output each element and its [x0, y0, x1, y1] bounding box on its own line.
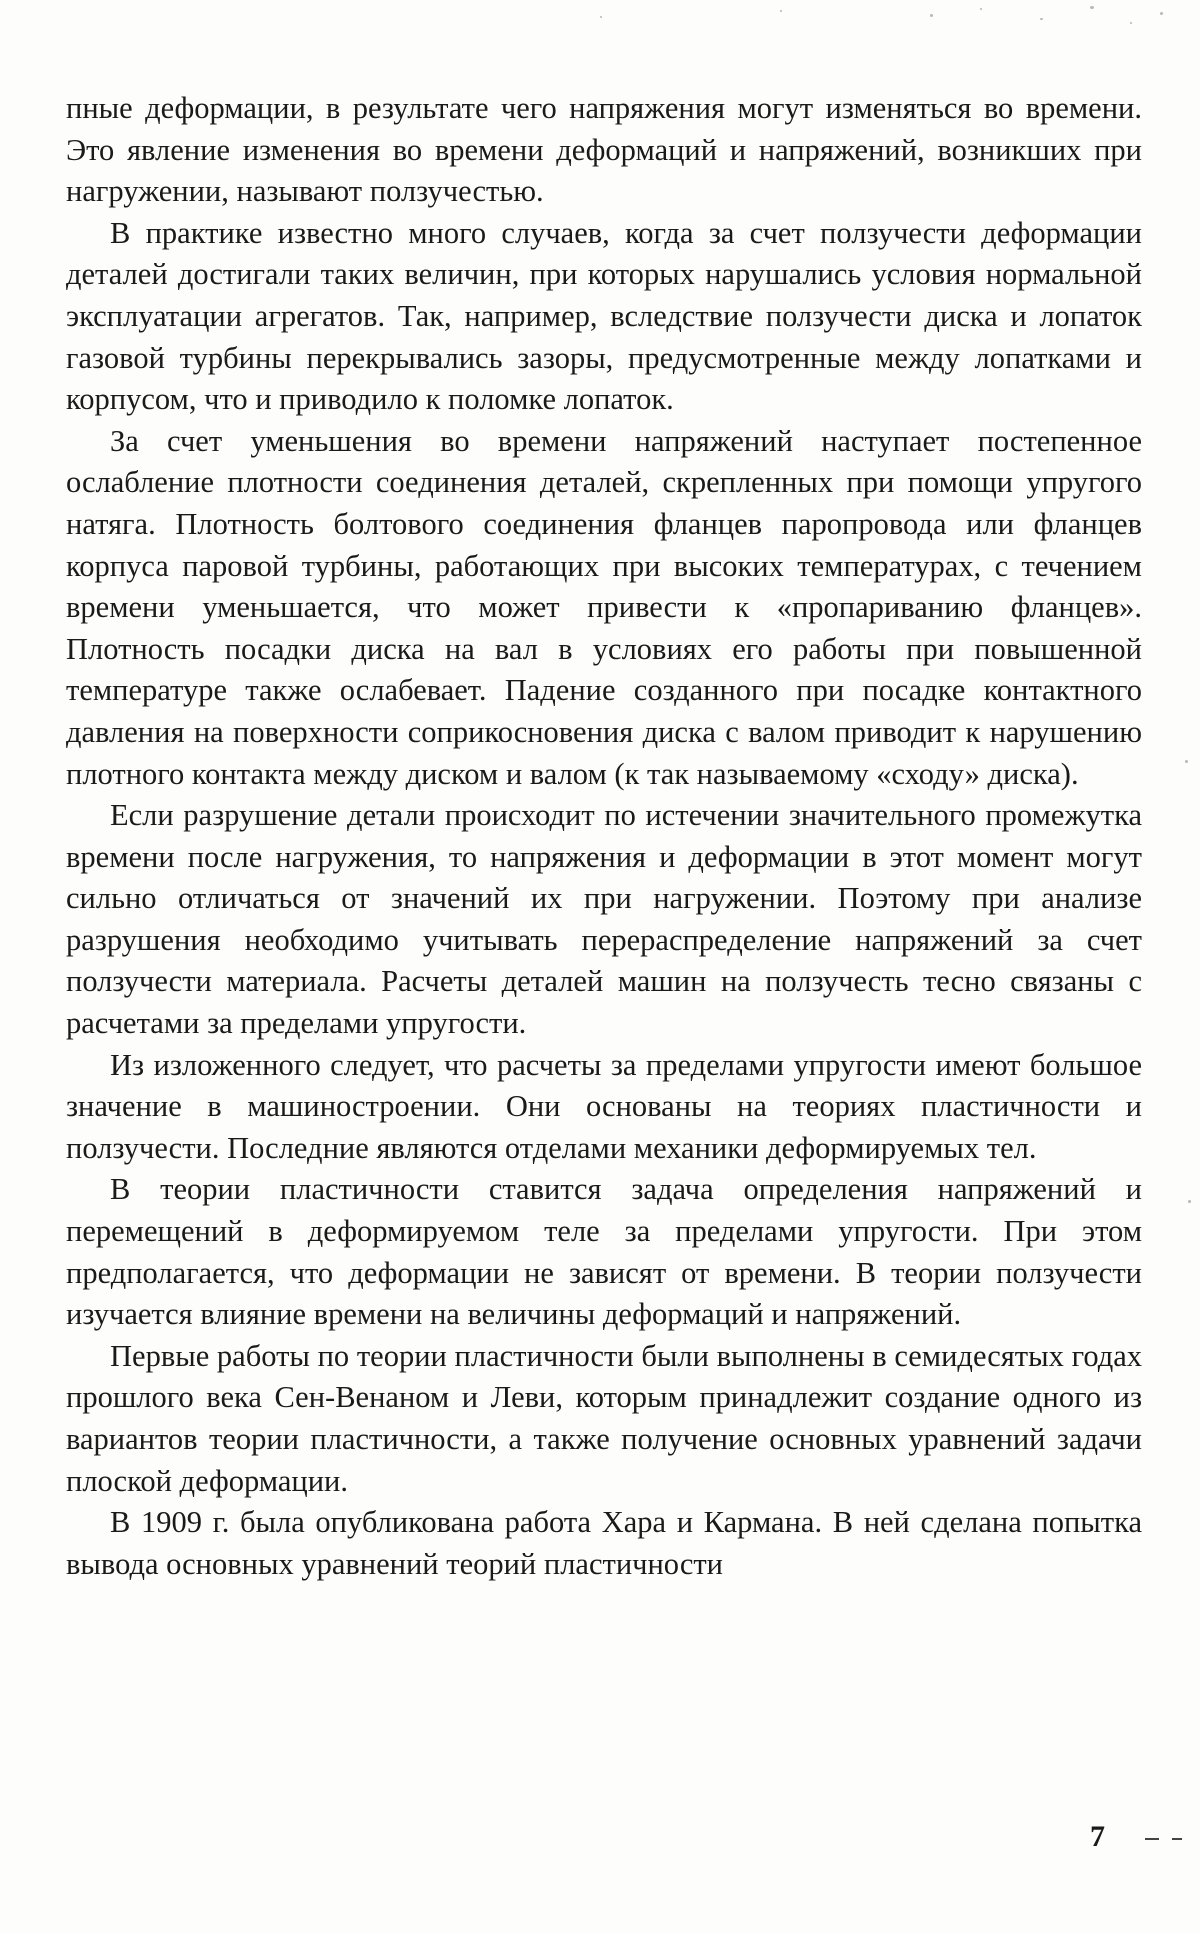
paragraph: пные деформации, в результате чего напряжения могут изменяться во времени. Это явление изменения во времени деформаций и напряжений, возникших при нагружении, называют ползучестью.: [66, 91, 1142, 209]
paragraph: За счет уменьшения во времени напряжений наступает постепенное ослабление плотности соединения деталей, скрепленных при помощи упругого натяга. Плотность болтового соединения фланцев паропровода или фланцев корпуса паровой турбины, работающих при высоких температурах, с течением времени уменьшается, что может привести к «пропариванию фланцев». Плотность посадки диска на вал в условиях его работы при повышенной температуре также ослабевает. Падение созданного при посадке контактного давления на поверхности соприкосновения диска с валом приводит к нарушению плотного контакта между диском и валом (к так называемому «сходу» диска).: [66, 423, 1142, 791]
scan-noise: [980, 8, 982, 10]
scan-noise: [1090, 6, 1094, 9]
scan-noise: [780, 10, 782, 12]
paragraph: В теории пластичности ставится задача определения напряжений и перемещений в деформируемом теле за пределами упругости. При этом предполагается, что деформации не зависят от времени. В теории ползучести изучается влияние времени на величины деформаций и напряжений.: [66, 1172, 1142, 1332]
page-number: 7: [1090, 1820, 1105, 1853]
scan-noise: [930, 14, 933, 17]
paragraph: Первые работы по теории пластичности были выполнены в семидесятых годах прошлого века Сен-Венаном и Леви, которым принадлежит создание одного из вариантов теории пластичности, а также получение основных уравнений задачи плоской деформации.: [66, 1338, 1142, 1498]
paragraph: В практике известно много случаев, когда за счет ползучести деформации деталей достигали таких величин, при которых нарушались условия нормальной эксплуатации агрегатов. Так, например, вследствие ползучести диска и лопаток газовой турбины перекрывались зазоры, предусмотренные между лопатками и корпусом, что и приводило к поломке лопаток.: [66, 215, 1142, 417]
paragraph: В 1909 г. была опубликована работа Хара и Кармана. В ней сделана попытка вывода основных уравнений теорий пластичности: [66, 1505, 1142, 1581]
scan-noise: [1185, 760, 1188, 763]
paragraph: Если разрушение детали происходит по истечении значительного промежутка времени после нагружения, то напряжения и деформации в этот момент могут сильно отличаться от значений их при нагружении. Поэтому при анализе разрушения необходимо учитывать перераспределение напряжений за счет ползучести материала. Расчеты деталей машин на ползучесть тесно связаны с расчетами за пределами упругости.: [66, 798, 1142, 1041]
scan-noise: [1160, 12, 1163, 15]
scan-noise: [1040, 18, 1043, 20]
margin-mark: [1145, 1838, 1159, 1840]
scan-noise: [1130, 22, 1132, 24]
margin-mark: [1172, 1838, 1182, 1840]
body-text: [66, 88, 1142, 1585]
paragraph: Из изложенного следует, что расчеты за пределами упругости имеют большое значение в машиностроении. Они основаны на теориях пластичности и ползучести. Последние являются отделами механики деформируемых тел.: [66, 1047, 1142, 1165]
scan-noise: [600, 16, 602, 18]
scan-noise: [1188, 1200, 1191, 1203]
